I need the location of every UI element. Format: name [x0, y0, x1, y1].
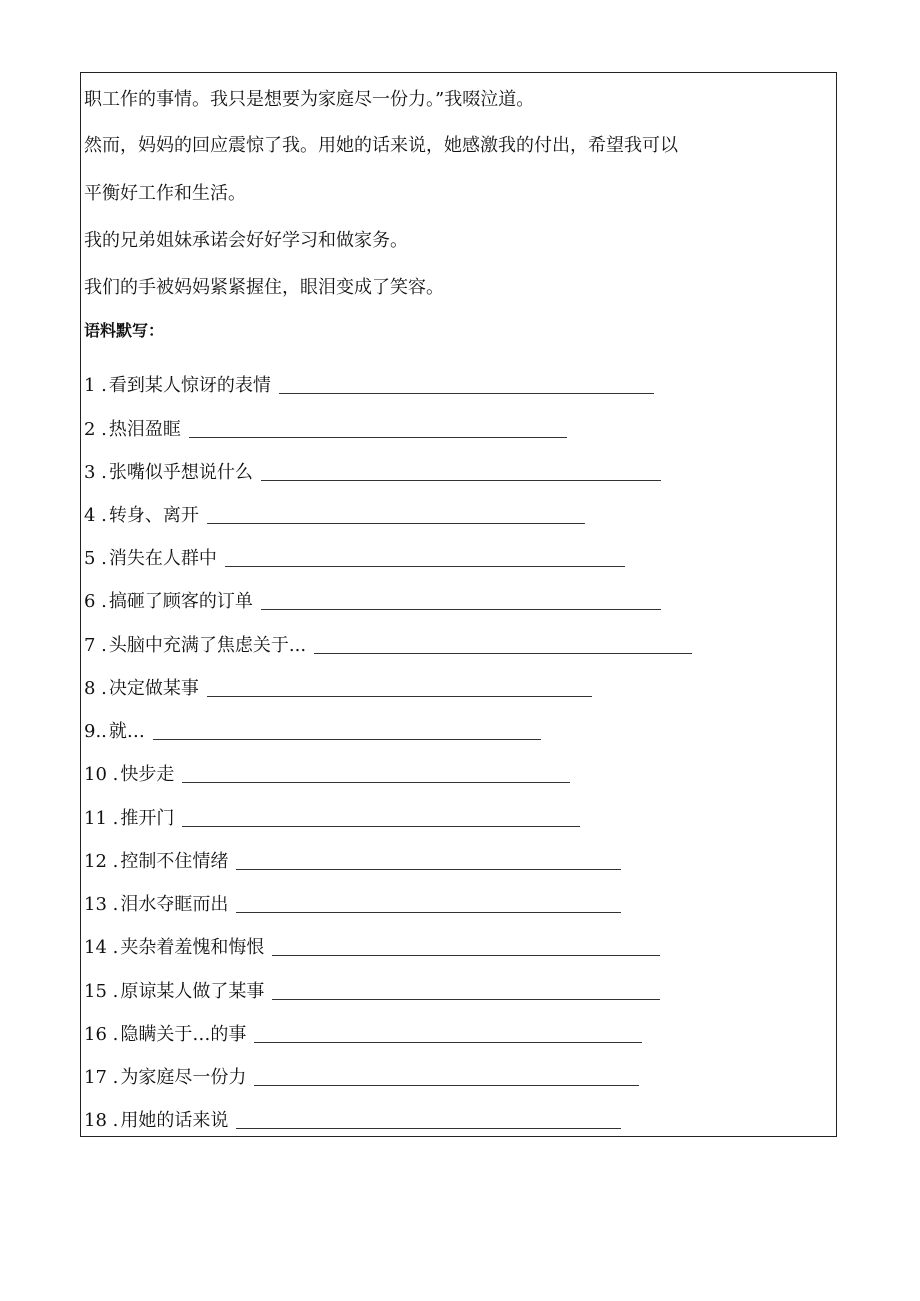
answer-blank[interactable] — [182, 825, 580, 827]
answer-blank[interactable] — [153, 738, 541, 740]
passage-line-1: 职工作的事情。我只是想要为家庭尽一份力。”我啜泣道。 — [84, 89, 535, 110]
item-phrase: 热泪盈眶 — [108, 419, 181, 440]
item-number: 11 . — [84, 808, 119, 829]
item-number: 14 . — [84, 937, 119, 958]
item-phrase: 为家庭尽一份力 — [120, 1067, 247, 1088]
item-phrase: 原谅某人做了某事 — [120, 981, 265, 1002]
answer-blank[interactable] — [225, 565, 625, 567]
answer-blank[interactable] — [261, 479, 661, 481]
answer-blank[interactable] — [272, 998, 660, 1000]
answer-blank[interactable] — [236, 911, 621, 913]
item-number: 15 . — [84, 981, 119, 1002]
item-phrase: 快步走 — [120, 764, 175, 785]
passage-line-2: 然而，妈妈的回应震惊了我。用她的话来说，她感激我的付出，希望我可以 — [84, 135, 678, 156]
list-item — [84, 802, 580, 830]
item-number: 3 . — [84, 462, 107, 483]
item-number: 1 . — [84, 375, 107, 396]
list-item — [84, 629, 692, 657]
item-phrase: 决定做某事 — [108, 678, 199, 699]
section-heading: 语料默写： — [84, 321, 165, 340]
answer-blank[interactable] — [254, 1084, 639, 1086]
item-number: 13 . — [84, 894, 119, 915]
answer-blank[interactable] — [261, 608, 661, 610]
item-phrase: 张嘴似乎想说什么 — [108, 462, 253, 483]
list-item — [84, 1018, 642, 1046]
item-number: 16 . — [84, 1024, 119, 1045]
item-phrase: 就… — [108, 721, 145, 742]
list-item — [84, 931, 660, 959]
list-item — [84, 888, 621, 916]
item-phrase: 搞砸了顾客的订单 — [108, 591, 253, 612]
item-number: 8 . — [84, 678, 107, 699]
list-item — [84, 715, 541, 743]
list-item — [84, 369, 654, 397]
list-item — [84, 585, 661, 613]
item-phrase: 隐瞒关于…的事 — [120, 1024, 247, 1045]
passage-line-4: 我的兄弟姐妹承诺会好好学习和做家务。 — [84, 230, 408, 251]
content-frame — [80, 72, 837, 1137]
list-item — [84, 672, 592, 700]
list-item — [84, 542, 625, 570]
item-number: 18 . — [84, 1110, 119, 1131]
item-phrase: 转身、离开 — [108, 505, 199, 526]
answer-blank[interactable] — [189, 436, 567, 438]
passage-line-5: 我们的手被妈妈紧紧握住，眼泪变成了笑容。 — [84, 277, 444, 298]
list-item — [84, 1061, 639, 1089]
item-phrase: 看到某人惊讶的表情 — [108, 375, 271, 396]
item-phrase: 控制不住情绪 — [120, 851, 229, 872]
item-number: 9.. — [84, 721, 107, 742]
answer-blank[interactable] — [207, 522, 585, 524]
list-item — [84, 845, 621, 873]
item-number: 2 . — [84, 419, 107, 440]
item-number: 7 . — [84, 635, 107, 656]
answer-blank[interactable] — [314, 652, 692, 654]
item-number: 12 . — [84, 851, 119, 872]
answer-blank[interactable] — [272, 954, 660, 956]
item-phrase: 头脑中充满了焦虑关于... — [108, 635, 307, 656]
item-number: 4 . — [84, 505, 107, 526]
item-phrase: 用她的话来说 — [120, 1110, 229, 1131]
answer-blank[interactable] — [254, 1041, 642, 1043]
list-item — [84, 758, 570, 786]
list-item — [84, 1104, 621, 1132]
answer-blank[interactable] — [182, 781, 570, 783]
item-number: 10 . — [84, 764, 119, 785]
item-phrase: 泪水夺眶而出 — [120, 894, 229, 915]
item-number: 6 . — [84, 591, 107, 612]
list-item — [84, 456, 661, 484]
item-number: 5 . — [84, 548, 107, 569]
item-phrase: 夹杂着羞愧和悔恨 — [120, 937, 265, 958]
item-number: 17 . — [84, 1067, 119, 1088]
list-item — [84, 499, 585, 527]
answer-blank[interactable] — [236, 868, 621, 870]
answer-blank[interactable] — [236, 1127, 621, 1129]
item-phrase: 推开门 — [120, 808, 175, 829]
item-phrase: 消失在人群中 — [108, 548, 217, 569]
list-item — [84, 975, 660, 1003]
list-item — [84, 413, 567, 441]
answer-blank[interactable] — [279, 392, 654, 394]
passage-line-3: 平衡好工作和生活。 — [84, 183, 246, 204]
answer-blank[interactable] — [207, 695, 592, 697]
